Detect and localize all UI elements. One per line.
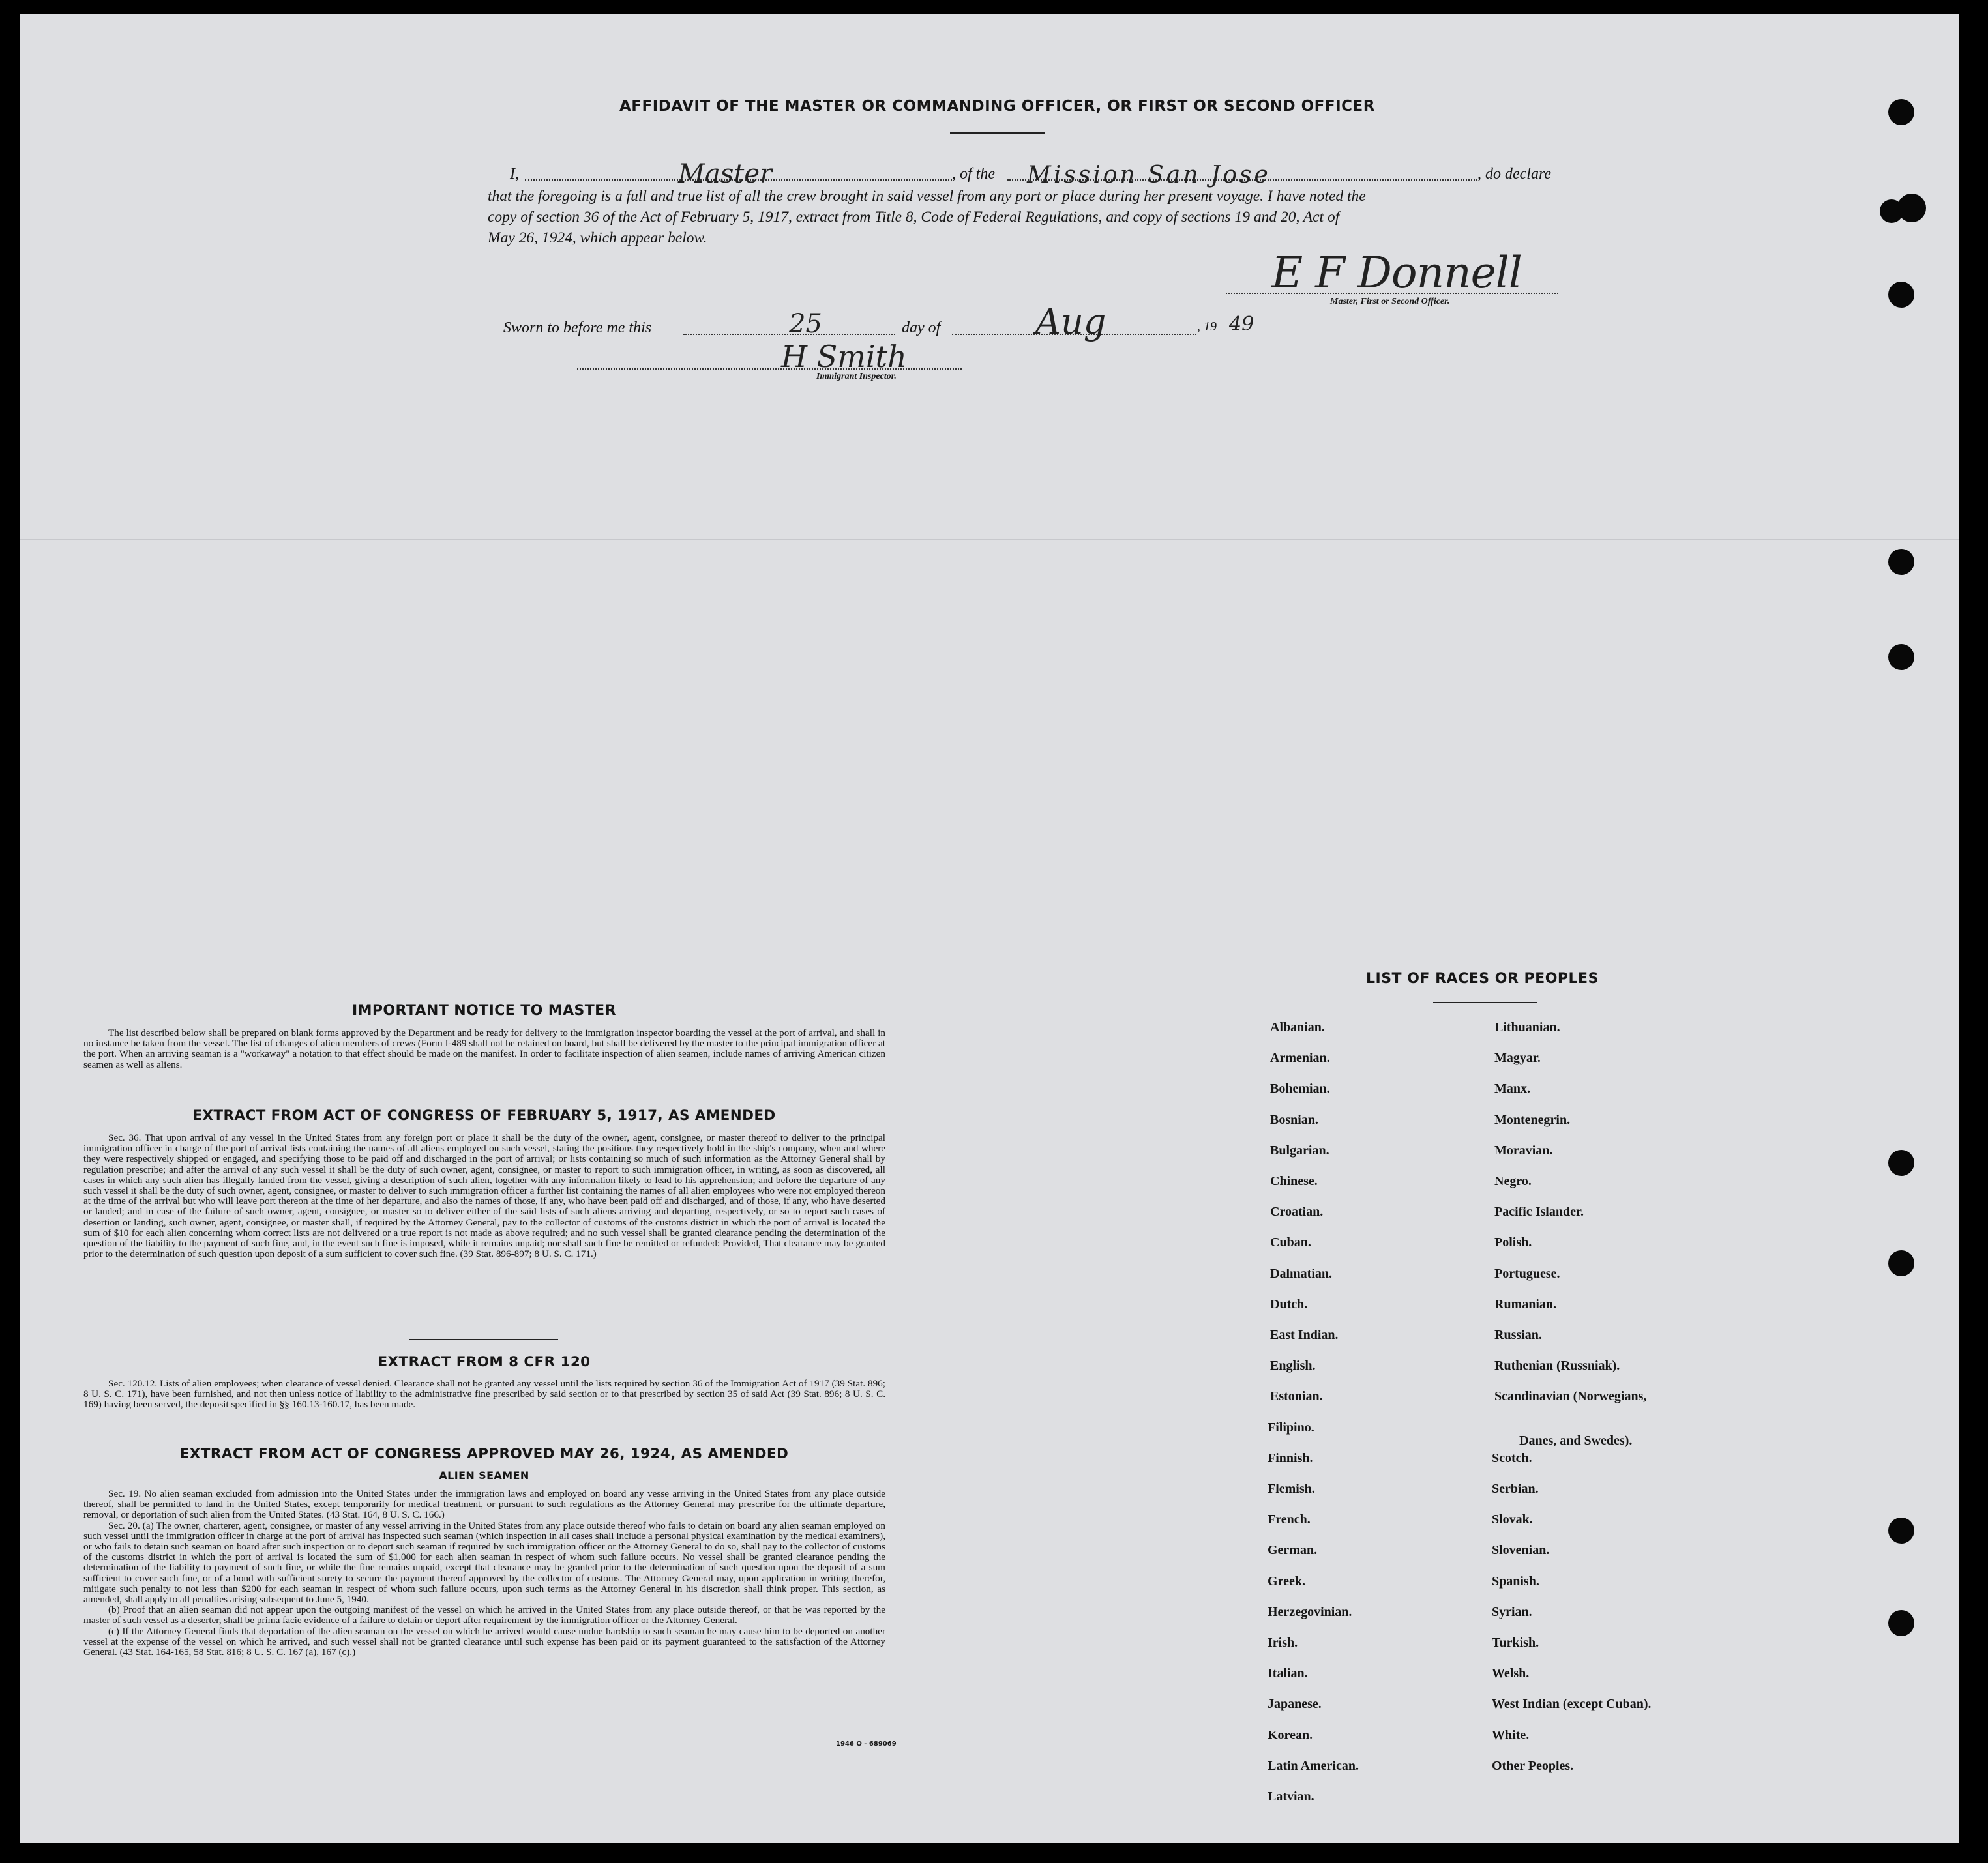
race-item: Danes, and Swedes). [1519, 1433, 1633, 1448]
race-item: Cuban. [1270, 1235, 1311, 1250]
punch-hole [1888, 1518, 1914, 1544]
race-item: Polish. [1494, 1235, 1532, 1250]
document-page [20, 14, 1959, 1843]
extract-1924-body [83, 1489, 885, 1658]
race-item: West Indian (except Cuban). [1492, 1697, 1652, 1712]
race-item: Flemish. [1268, 1482, 1315, 1496]
race-item: Bohemian. [1270, 1081, 1330, 1096]
races-rule [1433, 1002, 1537, 1003]
title-rule [950, 132, 1045, 134]
race-item: Pacific Islander. [1494, 1205, 1584, 1220]
inspector-caption: Immigrant Inspector. [816, 372, 897, 381]
race-item: French. [1268, 1512, 1311, 1527]
sec20c-paragraph: (c) If the Attorney General finds that deportation of the alien seaman on the vessel on which he arrived would cause undue hardship to such seaman he may cause him to be deported on another vessel at the expense of the vessel on which he arrived, and such vessel shall not be granted clearance until such expense has been paid or its payment guaranteed to the satisfaction of the Attorney General. (43 Stat. 164-165, 58 Stat. 816; 8 U. S. C. 167 (a), 167 (c).) [83, 1625, 885, 1658]
inspector-signature: H Smith [781, 339, 907, 374]
punch-hole [1888, 1150, 1914, 1176]
race-item: Bulgarian. [1270, 1143, 1329, 1158]
race-item: Russian. [1494, 1328, 1542, 1342]
race-item: Latin American. [1268, 1758, 1359, 1773]
race-item: Slovenian. [1492, 1543, 1550, 1558]
race-item: Turkish. [1492, 1636, 1539, 1650]
race-item: Magyar. [1494, 1051, 1541, 1066]
affidavit-line-3: copy of section 36 of the Act of February 5, 1917, extract from Title 8, Code of Federal Regulations, and copy of sections 19 and 20, Act of [488, 209, 1340, 226]
race-item: Manx. [1494, 1081, 1530, 1096]
race-item: Slovak. [1492, 1512, 1533, 1527]
race-item: Italian. [1268, 1666, 1308, 1681]
day-of-label: day of [902, 319, 941, 336]
year-prefix: , 19 [1197, 319, 1217, 334]
sec20b-paragraph: (b) Proof that an alien seaman did not appear upon the outgoing manifest of the vessel on which he arrived in the United States from any place outside thereof, or that he was reported by the master of such vessel as a deserter, shall be prima facie evidence of a failure to detain or deport after requirement by the immigration officer or the Attorney General. [83, 1604, 885, 1626]
affidavit-title: AFFIDAVIT OF THE MASTER OR COMMANDING OFFICER, OR FIRST OR SECOND OFFICER [619, 98, 1375, 115]
vessel-value: Mission San Jose [1027, 162, 1271, 188]
day-value: 25 [789, 309, 822, 339]
print-code: 1946 O - 689069 [836, 1740, 897, 1748]
punch-hole [1888, 99, 1914, 125]
race-item: Dalmatian. [1270, 1266, 1332, 1281]
extract-cfr-body [83, 1379, 885, 1411]
extract-1917-rule [409, 1339, 558, 1340]
race-item: Ruthenian (Russniak). [1494, 1358, 1620, 1373]
races-title: LIST OF RACES OR PEOPLES [1366, 971, 1599, 987]
extract-1917-title: EXTRACT FROM ACT OF CONGRESS OF FEBRUARY 5, 1917, AS AMENDED [192, 1108, 776, 1124]
year-value: 49 [1229, 313, 1254, 336]
race-item: East Indian. [1270, 1328, 1339, 1342]
i-value: Master [678, 159, 773, 189]
race-item: German. [1268, 1543, 1318, 1558]
punch-hole [1888, 1250, 1914, 1276]
race-item: Armenian. [1270, 1051, 1330, 1066]
race-item: Japanese. [1268, 1697, 1322, 1712]
race-item: Welsh. [1492, 1666, 1530, 1681]
race-item: Croatian. [1270, 1205, 1324, 1220]
affidavit-line-4: May 26, 1924, which appear below. [488, 229, 707, 246]
race-item: Finnish. [1268, 1450, 1313, 1465]
race-item: Albanian. [1270, 1020, 1325, 1034]
race-item: Lithuanian. [1494, 1020, 1560, 1034]
paper-crease [20, 539, 1959, 540]
alien-seamen-subtitle: ALIEN SEAMEN [439, 1469, 529, 1482]
sworn-label: Sworn to before me this [503, 319, 652, 336]
i-label: I, [510, 166, 519, 183]
do-declare-label: , do declare [1477, 166, 1552, 183]
race-item: English. [1270, 1358, 1316, 1373]
punch-hole [1897, 194, 1926, 222]
race-item: Rumanian. [1494, 1297, 1557, 1312]
race-item: Herzegovinian. [1268, 1604, 1352, 1619]
race-item: Negro. [1494, 1174, 1532, 1188]
race-item: Korean. [1268, 1727, 1313, 1742]
sec20a-paragraph: Sec. 20. (a) The owner, charterer, agent, consignee, or master of any vessel arriving in the United States from any place outside thereof who fails to detain on board any alien seaman employed on such vessel until the immigration officer in charge at the port of arrival has inspected such seaman (which inspection in all cases shall include a personal physical examination by the medical examiners), or who fails to detain such seaman on board after such inspection or to deport such seaman if required by such immigration officer or the Attorney General to do so, shall pay to the collector of customs of the customs district in which the port of arrival is located the sum of $1,000 for each alien seaman in respect of whom such failure occurs. No vessel shall be granted clearance pending the determination of the liability to payment of such fine, or while the fine remains unpaid, except that clearance may be granted prior to the determination of such question upon the deposit of a sum sufficient to cover such fine, or of a bond with sufficient surety to secure the payment thereof approved by the collector of customs. The Attorney General may, upon application in writing therefor, mitigate such penalty to not less than $200 for each seaman in respect of whom such failure occurs, upon such terms as the Attorney General in his discretion shall think proper. This section, as amended, shall apply to all penalties arising subsequent to June 5, 1940. [83, 1519, 885, 1606]
race-item: Montenegrin. [1494, 1112, 1571, 1127]
race-item: Estonian. [1270, 1389, 1323, 1404]
sec19-paragraph: Sec. 19. No alien seaman excluded from admission into the United States under the immigration laws and employed on board any vesse arriving in the United States from any place outside thereof, shall be permitted to land in the United States, except temporarily for medical treatment, or pursuant to such regulations as the Attorney General may prescribe for the ultimate departure, removal, or deportation of such alien from the United States. (43 Stat. 164, 8 U. S. C. 166.) [83, 1488, 885, 1521]
punch-hole [1888, 282, 1914, 308]
race-item: Latvian. [1268, 1789, 1314, 1804]
notice-body [83, 1028, 885, 1070]
race-item: White. [1492, 1727, 1530, 1742]
race-item: Filipino. [1268, 1420, 1314, 1435]
race-item: Greek. [1268, 1574, 1305, 1589]
race-item: Scotch. [1492, 1450, 1532, 1465]
master-signature: E F Donnell [1271, 248, 1522, 298]
punch-hole [1888, 549, 1914, 575]
race-item: Chinese. [1270, 1174, 1318, 1188]
affidavit-line-2: that the foregoing is a full and true list of all the crew brought in said vessel from any port or place during her present voyage. I have noted the [488, 188, 1366, 205]
race-item: Bosnian. [1270, 1112, 1318, 1127]
punch-hole [1888, 644, 1914, 670]
race-item: Irish. [1268, 1636, 1298, 1650]
race-item: Dutch. [1270, 1297, 1308, 1312]
race-item: Syrian. [1492, 1604, 1532, 1619]
signature-caption: Master, First or Second Officer. [1330, 297, 1450, 306]
notice-title: IMPORTANT NOTICE TO MASTER [352, 1003, 616, 1019]
extract-1924-title: EXTRACT FROM ACT OF CONGRESS APPROVED MAY 26, 1924, AS AMENDED [179, 1446, 789, 1462]
race-item: Spanish. [1492, 1574, 1539, 1589]
extract-1917-body [83, 1133, 885, 1259]
sec36-paragraph: Sec. 36. That upon arrival of any vessel in the United States from any foreign port or place it shall be the duty of the owner, agent, consignee, or master thereof to deliver to the principal immigration officer in charge of the port of arrival lists containing the names of all aliens employed on such vessel, stating the positions they respectively hold in the ship's company, when and where they were respectively shipped or engaged, and specifying those to be paid off and discharged in the port of arrival; or lists containing so much of such information as the Attorney General shall by regulation prescribe; and after the arrival of any such vessel it shall be the duty of such owner, agent, consignee, or master to report to such immigration officer, in writing, as soon as discovered, all cases in which any such alien has illegally landed from the vessel, giving a description of such alien, together with any information likely to lead to his apprehension; and before the departure of any such vessel it shall be the duty of such owner, agent, consignee, or master to deliver to such immigration officer a further list containing the names of all alien employees who were not employed thereon at the time of the arrival but who will leave port thereon at the time of her departure, and also the names of those, if any, who have been paid off and discharged, and of those, if any, who have deserted or landed; and in case of the failure of such owner, agent, consignee, or master so to deliver either of the said lists of such aliens arriving and departing, respectively, or so to report such cases of desertion or landing, such owner, agent, consignee, or master shall, if required by the Attorney General, pay to the collector of customs of the customs district in which the port of arrival is located the sum of $10 for each alien concerning whom correct lists are not delivered or a true report is not made as above required; and no such vessel shall be granted clearance pending the determination of the question of the liability to the payment of such fine, and, in the event such fine is imposed, while it remains unpaid; nor shall such fine be remitted or refunded: Provided, That clearance may be granted prior to the determination of such question upon deposit of a sum sufficient to cover such fine. (39 Stat. 896-897; 8 U. S. C. 171.) [83, 1132, 885, 1260]
race-item: Other Peoples. [1492, 1758, 1574, 1773]
race-item: Portuguese. [1494, 1266, 1560, 1281]
of-the-label: , of the [952, 166, 995, 183]
extract-cfr-title: EXTRACT FROM 8 CFR 120 [378, 1354, 591, 1370]
signature-line [1226, 293, 1558, 294]
race-item: Scandinavian (Norwegians, [1494, 1389, 1647, 1404]
sec120-paragraph: Sec. 120.12. Lists of alien employees; when clearance of vessel denied. Clearance shall not be granted any vessel until the lists required by section 36 of the Immigration Act of 1917 (39 Stat. 896; 8 U. S. C. 171), have been furnished, and not then unless notice of liability to the administrative fine prescribed by said section or to that prescribed by section 35 of said Act (39 Stat. 896; 8 U. S. C. 169) having been served, the deposit specified in §§ 160.13-160.17, has been made. [83, 1378, 885, 1411]
month-value: Aug [1035, 301, 1106, 342]
notice-paragraph: The list described below shall be prepared on blank forms approved by the Department and be ready for delivery to the immigration inspector boarding the vessel at the port of arrival, and shall in no instance be taken from the vessel. The list of changes of alien members of crews (Form I-489 shall not be retained on board, but shall be delivered by the master to the principal immigration officer at the port. When an arriving seaman is a "workaway" a notation to that effect should be made on the manifest. In order to facilitate inspection of alien seamen, include names of arriving American citizen seamen as well as aliens. [83, 1027, 885, 1070]
race-item: Serbian. [1492, 1482, 1539, 1496]
race-item: Moravian. [1494, 1143, 1553, 1158]
punch-hole [1888, 1610, 1914, 1636]
inspector-line [577, 368, 962, 370]
